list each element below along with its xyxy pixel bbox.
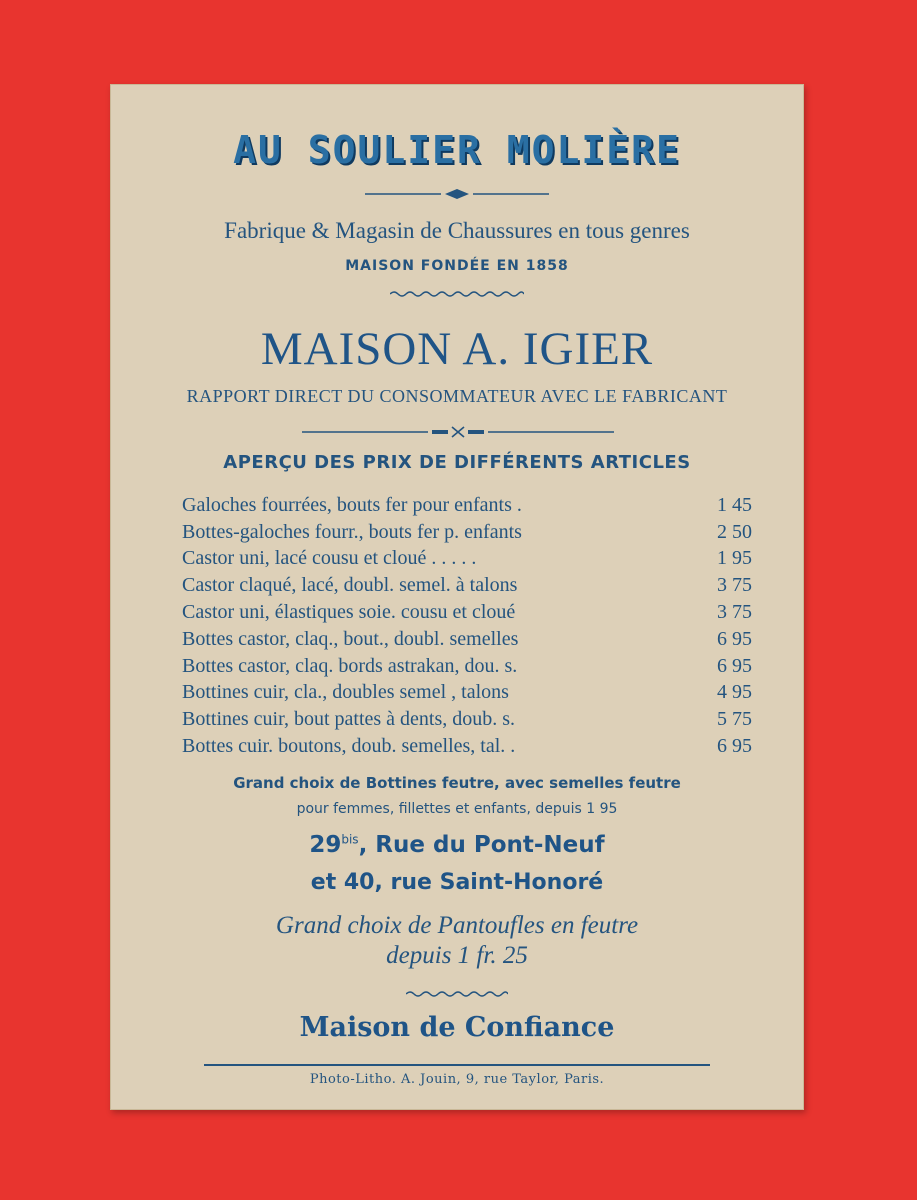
- article-name: Bottes castor, claq., bout., doubl. semelles: [182, 627, 519, 650]
- article-price: 1 45: [717, 493, 752, 516]
- wavy-divider-1: [390, 290, 524, 298]
- article-name: Castor claqué, lacé, doubl. semel. à talons: [182, 574, 518, 597]
- article-price: 4 95: [717, 681, 752, 704]
- article-price: 3 75: [717, 601, 752, 624]
- article-price: 6 95: [717, 735, 752, 758]
- price-row: [182, 546, 752, 573]
- shop-name: AU SOULIER MOLIÈRE: [233, 128, 681, 172]
- trade-card: [110, 84, 804, 1110]
- article-name: Bottines cuir, bout pattes à dents, doub. s.: [182, 708, 516, 731]
- price-list: [182, 492, 752, 760]
- slippers-price-line: depuis 1 fr. 25: [386, 942, 528, 969]
- direct-sale-line: RAPPORT DIRECT DU CONSOMMATEUR AVEC LE FABRICANT: [186, 386, 728, 406]
- article-name: Galoches fourrées, bouts fer pour enfants .: [182, 493, 522, 516]
- felt-boots-subline: pour femmes, fillettes et enfants, depuis 1 95: [296, 801, 618, 817]
- address-number: 29: [309, 832, 342, 858]
- founded-line: MAISON FONDÉE EN 1858: [345, 258, 569, 274]
- article-price: 6 95: [717, 627, 752, 650]
- price-row: [182, 733, 752, 760]
- price-overview-heading: APERÇU DES PRIX DE DIFFÉRENTS ARTICLES: [223, 452, 691, 473]
- article-price: 5 75: [717, 708, 752, 731]
- price-row: [182, 653, 752, 680]
- article-name: Bottes cuir. boutons, doub. semelles, tal. .: [182, 735, 516, 758]
- house-name: MAISON A. IGIER: [260, 323, 654, 375]
- address-line-2: et 40, rue Saint-Honoré: [310, 870, 604, 895]
- price-row: [182, 599, 752, 626]
- felt-boots-line: Grand choix de Bottines feutre, avec semelles feutre: [233, 774, 681, 792]
- ornament-rule-top: [365, 188, 549, 200]
- tagline: Fabrique & Magasin de Chaussures en tous genres: [224, 218, 690, 243]
- price-row: [182, 519, 752, 546]
- article-name: Castor uni, lacé cousu et cloué . . . . .: [182, 547, 477, 570]
- price-row: [182, 706, 752, 733]
- article-name: Bottes castor, claq. bords astrakan, dou. s.: [182, 654, 518, 677]
- ornament-rule-middle: [302, 426, 614, 438]
- article-name: Castor uni, élastiques soie. cousu et cloué: [182, 601, 516, 624]
- price-row: [182, 680, 752, 707]
- price-row: [182, 626, 752, 653]
- trust-motto: Maison de Confiance: [299, 1012, 615, 1043]
- slippers-line: Grand choix de Pantoufles en feutre: [275, 912, 639, 939]
- article-price: 3 75: [717, 574, 752, 597]
- address-suffix: bis: [341, 832, 359, 847]
- address-line-1: [110, 832, 804, 858]
- address-street: , Rue du Pont-Neuf: [358, 832, 605, 858]
- article-price: 1 95: [717, 547, 752, 570]
- article-price: 2 50: [717, 520, 752, 543]
- article-price: 6 95: [717, 654, 752, 677]
- wavy-divider-2: [406, 990, 508, 998]
- article-name: Bottines cuir, cla., doubles semel , talons: [182, 681, 509, 704]
- printer-credit: Photo-Litho. A. Jouin, 9, rue Taylor, Paris.: [309, 1072, 605, 1087]
- price-row: [182, 492, 752, 519]
- bottom-rule: [204, 1064, 710, 1066]
- article-name: Bottes-galoches fourr., bouts fer p. enfants: [182, 520, 522, 543]
- price-row: [182, 572, 752, 599]
